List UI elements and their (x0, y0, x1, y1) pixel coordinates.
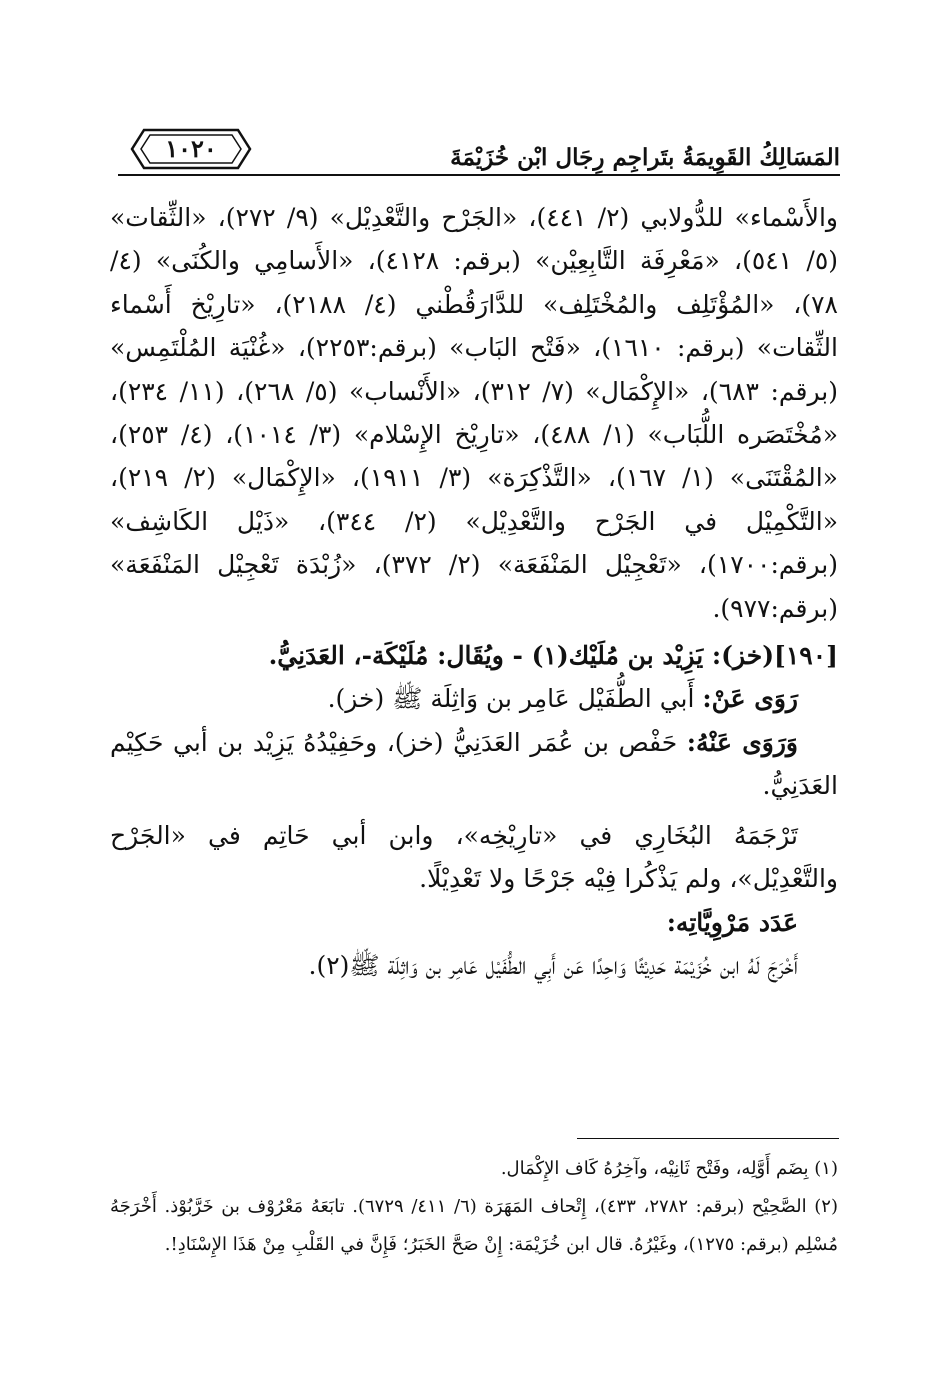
footnote-1: (١) بِضَم أَوَّلِه، وفَتْح ثَانِيْه، وآخِرُهُ كَاف الإِكْمَال. (500, 1158, 838, 1179)
narrations-count-label: عَدَد مَرْوِيَّاتِه: (666, 907, 798, 937)
narrated-by-text: حَفْص بن عُمَر العَدَنِيُّ (خز)، وحَفِيْدُهُ يَزِيْد بن أبي حَكِيْم العَدَنِيُّ. (110, 727, 838, 801)
footnote-divider (577, 1138, 839, 1139)
page-number: ١٠٢٠ (165, 134, 217, 163)
biography-paragraph: تَرْجَمَهُ البُخَارِي في «تارِيْخِه»، وابن أبي حَاتِم في «الجَرْح والتَّعْدِيْل»، ولم يَذْكُرا فِيْه جَرْحًا ولا تَعْدِيْلًا. (110, 820, 838, 894)
main-text (110, 196, 838, 987)
narrations-count-text: أَخْرَجَ لَهُ ابن خُزَيْمَة حَدِيْثًا وَاحِدًا عَن أَبِي الطُّفَيْل عَامِر بن وَاثِلَة ﷺ(٢). (308, 950, 798, 980)
narrated-by (110, 721, 838, 808)
narrated-from-label: رَوَى عَنْ: (702, 684, 798, 714)
running-header-title: المَسَالِكُ القَوِيمَةُ بتَراجِم رِجَال ابْن خُزَيْمَةَ (450, 144, 840, 171)
narrated-by-label: وَرَوَى عَنْهُ: (686, 727, 798, 757)
page-header (118, 128, 840, 178)
narrated-from-text: أَبي الطُّفَيْل عَامِر بن وَاثِلَة ﷺ (خز). (327, 684, 695, 714)
footnotes (110, 1150, 838, 1264)
footnote-2: (٢) الصَّحِيْح (برقم: ٢٧٨٢، ٤٣٣)، إِتْحاف المَهَرَة (٦/ ٤١١/ ٦٧٢٩). تابَعَهُ مَعْرُوْف بن خَرَّبُوْذ. أَخْرَجَهُ مُسْلِم (برقم: ١٢٧٥)، وغَيْرُهُ. قال ابن خُزَيْمَة: إِنْ صَحَّ الخَبَرُ؛ فَإِنَّ في القَلْبِ مِنْ هَذَا الإِسْنَادِ!. (110, 1196, 838, 1255)
header-divider (118, 174, 840, 176)
narrated-from (110, 677, 838, 720)
entry-heading: [١٩٠](خز): يَزِيْد بن مُلَيْك(١) - ويُقَال: مُلَيْكَة-، العَدَنِيُّ. (268, 641, 838, 671)
sources-paragraph: والأَسْماء» للدُّولابي (٢/ ٤٤١)، «الجَرْح والتَّعْدِيْل» (٩/ ٢٧٢)، «الثِّقات» (٥/ ٥٤١)، «مَعْرِفَة التَّابِعِيْن» (برقم: ٤١٢٨)، «الأَسامِي والكُنَى» (٤/ ٧٨)، «المُؤْتَلِف والمُخْتَلِف» للدَّارَقُطْني (٤/ ٢١٨٨)، «تارِيْخ أَسْماء الثِّقات» (برقم: ١٦١٠)، «فَتْح البَاب» (برقم:٢٢٥٣)، «غُنْيَة المُلْتَمِس» (برقم: ٦٨٣)، «الإِكْمَال» (٧/ ٣١٢)، «الأَنْساب» (٥/ ٢٦٨)، (١١/ ٢٣٤)، «مُخْتَصَره اللُّبَاب» (١/ ٤٨٨)، «تارِيْخ الإِسْلام» (٣/ ١٠١٤)، (٤/ ٢٥٣)، «المُقْتَنَى» (١/ ١٦٧)، «التَّذْكِرَة» (٣/ ١٩١١)، «الإِكْمَال» (٢/ ٢١٩)، «التَّكْمِيْل في الجَرْح والتَّعْدِيْل» (٢/ ٣٤٤)، «ذَيْل الكَاشِف» (برقم:١٧٠٠)، «تَعْجِيْل المَنْفَعَة» (٢/ ٣٧٢)، «زُبْدَة تَعْجِيْل المَنْفَعَة» (برقم:٩٧٧). (110, 203, 839, 623)
page-number-frame (130, 128, 252, 170)
